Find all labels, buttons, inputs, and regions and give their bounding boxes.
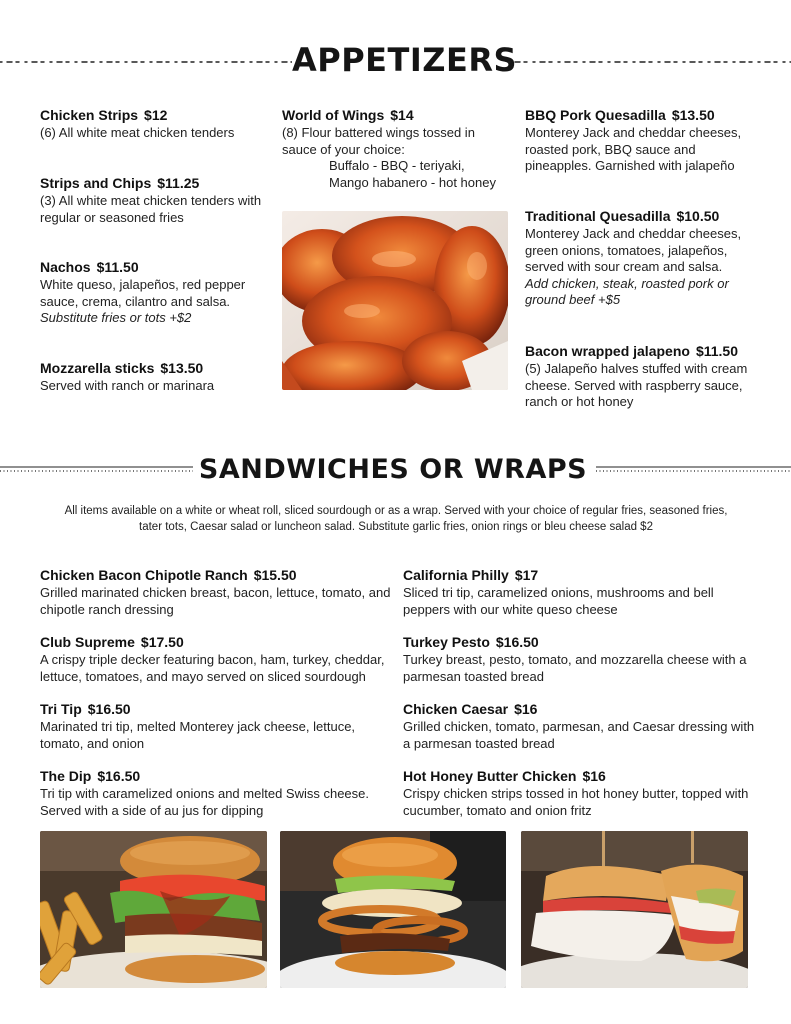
item-description: Grilled marinated chicken breast, bacon, lettuce, tomato, and chipotle ranch dressing — [40, 585, 391, 617]
item-price: $10.50 — [676, 208, 720, 224]
item-name: Club Supreme — [40, 634, 135, 650]
sandwiches-title: SANDWICHES OR WRAPS — [198, 454, 588, 485]
item-name: Bacon wrapped jalapeno — [525, 343, 690, 359]
menu-item-mozzarella-sticks — [40, 360, 270, 395]
item-description: Tri tip with caramelized onions and melted Swiss cheese. Served with a side of au jus for dipping — [40, 786, 369, 818]
item-name: World of Wings — [282, 107, 385, 123]
item-description: (8) Flour battered wings tossed in sauce of your choice: — [282, 125, 475, 157]
item-price: $12 — [144, 107, 168, 123]
item-name: BBQ Pork Quesadilla — [525, 107, 666, 123]
appetizers-title: APPETIZERS — [292, 41, 518, 79]
item-description: Marinated tri tip, melted Monterey jack cheese, lettuce, tomato, and onion — [40, 719, 356, 751]
wings-sauce-choices-line-1: Buffalo - BBQ - teriyaki, — [329, 158, 465, 173]
item-price: $11.50 — [695, 343, 738, 359]
item-name: Turkey Pesto — [403, 634, 490, 650]
item-description: Monterey Jack and cheddar cheeses, green onions, tomatoes, jalapeños, served with sour cream and salsa. — [525, 226, 742, 275]
item-name: California Philly — [403, 567, 509, 583]
item-name: Tri Tip — [40, 701, 82, 717]
menu-item-tri-tip — [40, 701, 385, 752]
decorative-dotted-divider-left — [0, 58, 292, 66]
burger-with-fries-photo — [40, 831, 267, 988]
menu-item-club-supreme — [40, 634, 385, 685]
sandwiches-intro-text: All items available on a white or wheat roll, sliced sourdough or as a wrap. Served with your choice of regular fries, seasoned fries, tater tots, Caesar salad or luncheon salad. Substitute garlic fries, onion rings or bleu cheese salad $2 — [64, 505, 728, 533]
menu-item-the-dip — [40, 768, 385, 819]
item-price: $17 — [514, 567, 539, 583]
menu-item-chicken-bacon-chipotle-ranch — [40, 567, 395, 618]
item-name: Chicken Strips — [40, 107, 139, 123]
item-description: Crispy chicken strips tossed in hot honey butter, topped with cucumber, tomato and onion fritz — [403, 786, 749, 818]
menu-item-bacon-wrapped-jalapeno — [525, 343, 751, 411]
item-name: Chicken Caesar — [403, 701, 509, 717]
item-name: Strips and Chips — [40, 175, 152, 191]
item-price: $16.50 — [87, 701, 131, 717]
item-name: Mozzarella sticks — [40, 360, 155, 376]
item-name: Hot Honey Butter Chicken — [403, 768, 577, 784]
item-name: Chicken Bacon Chipotle Ranch — [40, 567, 248, 583]
item-price: $11.50 — [96, 259, 139, 275]
item-description: (6) All white meat chicken tenders — [40, 125, 235, 140]
item-description: White queso, jalapeños, red pepper sauce, crema, cilantro and salsa. — [40, 277, 246, 309]
item-note: Add chicken, steak, roasted pork or ground beef +$5 — [525, 275, 729, 308]
menu-item-world-of-wings — [282, 107, 500, 158]
menu-item-hot-honey-butter-chicken — [403, 768, 751, 819]
item-description: Sliced tri tip, caramelized onions, mushrooms and bell peppers with our white queso cheese — [403, 585, 714, 617]
menu-item-turkey-pesto — [403, 634, 748, 685]
item-description: Grilled chicken, tomato, parmesan, and Caesar dressing with a parmesan toasted bread — [403, 719, 755, 751]
item-price: $16.50 — [495, 634, 539, 650]
cut-sandwich-photo — [521, 831, 748, 988]
menu-item-california-philly — [403, 567, 748, 618]
item-name: The Dip — [40, 768, 92, 784]
item-description: (3) All white meat chicken tenders with regular or seasoned fries — [40, 193, 262, 225]
item-price: $15.50 — [253, 567, 297, 583]
item-description: A crispy triple decker featuring bacon, ham, turkey, cheddar, lettuce, tomatoes, and mayo served on sliced sourdough — [40, 652, 385, 684]
item-description: Served with ranch or marinara — [40, 378, 215, 393]
menu-item-nachos — [40, 259, 262, 327]
item-price: $16 — [514, 701, 538, 717]
item-description: Turkey breast, pesto, tomato, and mozzarella cheese with a parmesan toasted bread — [403, 652, 747, 684]
menu-item-bbq-pork-quesadilla — [525, 107, 755, 175]
item-price: $17.50 — [140, 634, 184, 650]
item-name: Nachos — [40, 259, 91, 275]
item-description: Monterey Jack and cheddar cheeses, roasted pork, BBQ sauce and pineapples. Garnished with jalapeño — [525, 125, 742, 174]
wings-sauce-choices-line-2: Mango habanero - hot honey — [329, 175, 496, 190]
wings-photo — [282, 211, 508, 390]
decorative-dotted-divider-right — [508, 58, 791, 66]
item-price: $13.50 — [160, 360, 204, 376]
menu-item-chicken-caesar — [403, 701, 755, 752]
item-description: (5) Jalapeño halves stuffed with cream cheese. Served with raspberry sauce, ranch or hot honey — [525, 361, 748, 410]
item-name: Traditional Quesadilla — [525, 208, 671, 224]
item-price: $16 — [582, 768, 606, 784]
menu-item-strips-and-chips — [40, 175, 272, 226]
item-price: $16.50 — [97, 768, 141, 784]
item-price: $13.50 — [671, 107, 715, 123]
item-price: $11.25 — [157, 175, 200, 191]
item-note: Substitute fries or tots +$2 — [40, 310, 192, 326]
menu-item-traditional-quesadilla — [525, 208, 747, 309]
decorative-double-divider-left — [0, 465, 193, 473]
decorative-double-divider-right — [596, 465, 791, 473]
onion-ring-burger-photo — [280, 831, 506, 988]
item-price: $14 — [390, 107, 414, 123]
menu-item-chicken-strips — [40, 107, 270, 142]
